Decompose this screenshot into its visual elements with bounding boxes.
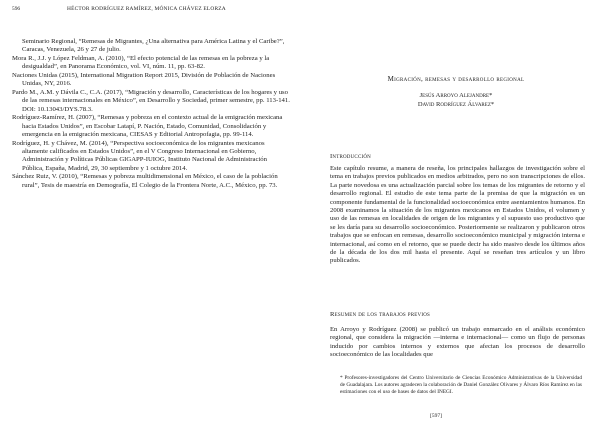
page-number-right: [597] xyxy=(430,413,442,419)
reference-item: Pardo M., A.M. y Dávila C., C.A. (2017), “Migración y desarrollo, Características de los hogares y uso de las remesas internacionales en México”, en Desarrollo y Sociedad, primer semestre, pp. 113-141. DOI: 10.13043/DYS.78.3. xyxy=(12,88,290,113)
page-number-left: 596 xyxy=(12,6,21,12)
reference-item: Rodríguez, H. y Chávez, M. (2014), “Perspectiva socioeconómica de los migrantes mexicanos altamente calificados en Estados Unidos”, en el V Congreso Internacional en Gobierno, Administración y Políticas Públicas GIGAPP-IUIOG, Instituto Nacional de Administración Pública, España, Madrid, 29, 30 septiembre y 1 octubre 2014. xyxy=(12,139,267,172)
running-head-authors: HÉCTOR RODRÍGUEZ RAMÍREZ, MÓNICA CHÁVEZ ELORZA xyxy=(67,6,226,12)
intro-paragraph: Este capítulo resume, a manera de reseña, los principales hallazgos de investigación sobre el tema en trabajos previos publicados en medios arbitrados, pero no son transcripciones de ellos. La parte novedosa es una actualización parcial sobre los temas de los migrantes de retorno y el desarrollo regional. El estudio de este tema parte de la premisa de que la migración es un componente fundamental de la funcionalidad socioeconómica entre asentamientos humanos. En 2008 examinamos la situación de los migrantes mexicanos en Estados Unidos, el volumen y uso de las remesas en localidades de origen de los migrantes y el supuesto uso productivo que se les daría para su desarrollo socioeconómico. Posteriormente se realizaron y publicaron otros trabajos que se enfocan en remesas, desarrollo socioeconómico municipal y migración interna e internacional, así como en el retorno, que se puede decir ha sido masivo desde los últimos años de la década de los dos mil hasta el presente. Aquí se reseñan tres artículos y un libro publicados. xyxy=(330,165,585,265)
section-heading-intro: Introducción xyxy=(330,153,371,160)
footnote: * Profesores-investigadores del Centro Universitario de Ciencias Económico Administrativas de la Universidad de Guadalajara. Los autores agradecen la colaboración de Daniel González Olivares y Álvaro Ríos Ramírez en las estimaciones con el uso de bases de datos del INEGI. xyxy=(340,375,582,395)
author-name: Jesús Arroyo Alejandre* xyxy=(419,92,493,99)
reference-item: Rodríguez-Ramírez, H. (2007), “Remesas y pobreza en el contexto actual de la emigración mexicana hacia Estados Unidos”, en Escobar Latapí, P. Nación, Estado, Comunidad, Consolidación y emergencia en la emigración mexicana, CIESAS y Editorial Antropofagia, pp. 99-114. xyxy=(12,114,283,138)
reference-item: Mora R., J.J. y López Feldman, A. (2010), “El efecto potencial de las remesas en la pobreza y la desigualdad”, en Panorama Económico, vol. VI, núm. 11, pp. 63-82. xyxy=(12,54,270,71)
chapter-title: Migración, remesas y desarrollo regional xyxy=(387,75,525,83)
summary-paragraph: En Arroyo y Rodríguez (2008) se publicó un trabajo enmarcado en el análisis económico regional, que considera la migración —interna e internacional— como un flujo de personas inducido por cambios internos y externos que afectan los procesos de desarrollo socioeconómico de las localidades que xyxy=(330,326,585,359)
section-heading-summary: Resumen de los trabajos previos xyxy=(330,311,430,318)
reference-item: Seminario Regional, “Remesas de Migrantes, ¿Una alternativa para América Latina y el Caribe?”, Caracas, Venezuela, 26 y 27 de julio. xyxy=(22,38,285,54)
author-name: David Rodríguez Álvarez* xyxy=(417,101,495,108)
reference-list xyxy=(12,38,290,190)
reference-item: Naciones Unidas (2015), International Migration Report 2015, División de Población de Naciones Unidas, NY, 2016. xyxy=(12,71,276,88)
reference-item: Sánchez Ruiz, V. (2010), “Remesas y pobreza multidimensional en México, el caso de la población rural”, Tesis de maestría en Demografía, El Colegio de la Frontera Norte, A.C., México, pp. 73. xyxy=(12,173,278,189)
